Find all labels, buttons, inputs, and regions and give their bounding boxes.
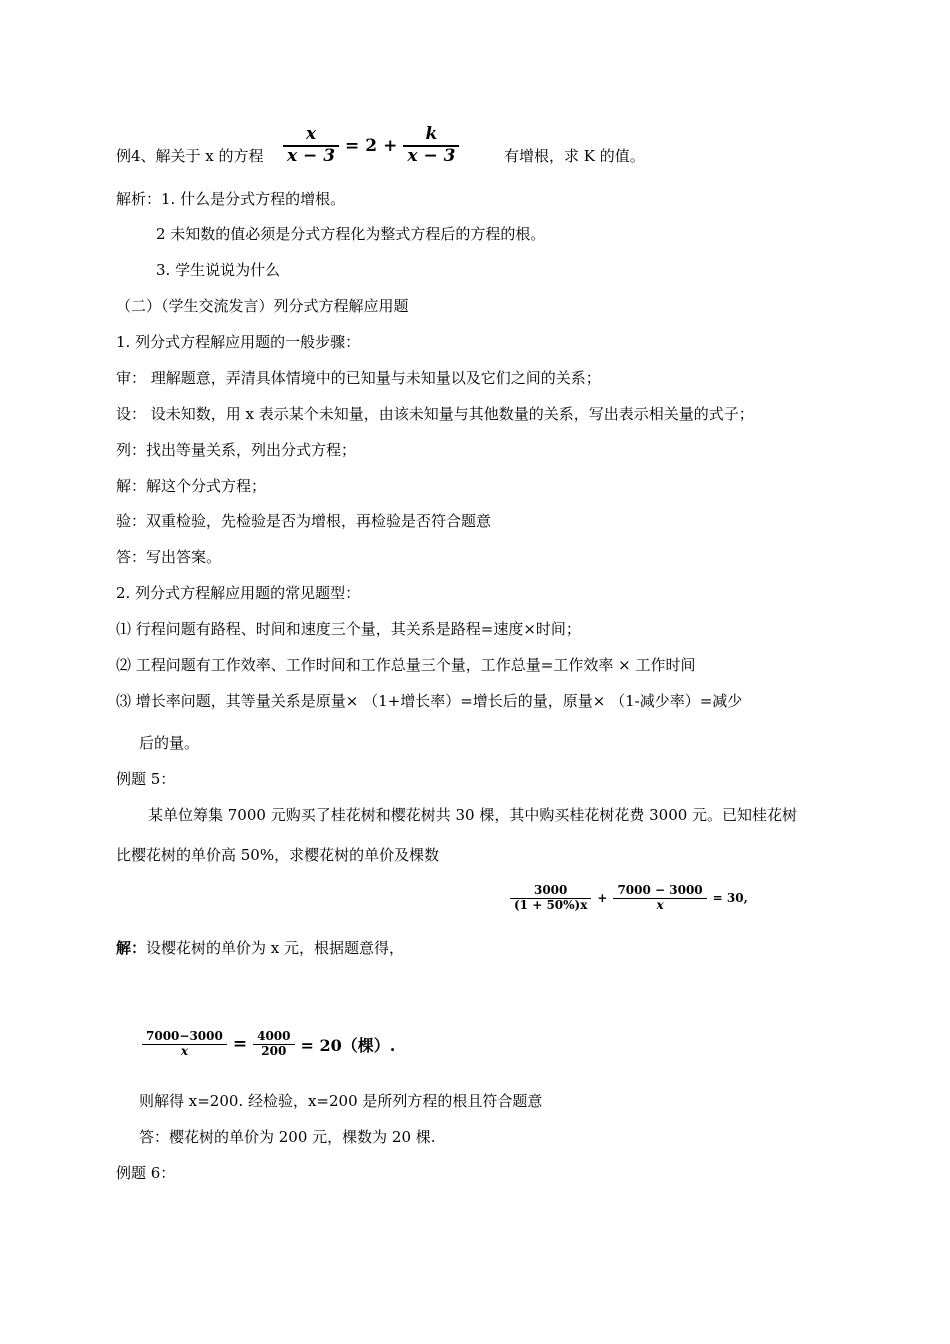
steps-title: 1. 列分式方程解应用题的一般步骤： [116, 333, 361, 351]
type-2: ⑵ 工程问题有工作效率、工作时间和工作总量三个量，工作总量=工作效率 × 工作时间 [116, 656, 696, 674]
plus-sign: + [383, 135, 398, 156]
constant: 2 [365, 135, 378, 156]
analysis-line-1: 解析：1. 什么是分式方程的增根。 [116, 190, 346, 208]
step-she: 设： 设未知数，用 x 表示某个未知量，由该未知量与其他数量的关系，写出表示相关量的式子； [116, 405, 754, 423]
denominator: x [180, 1043, 188, 1058]
fraction [613, 884, 706, 913]
fraction [253, 1030, 294, 1059]
analysis-line-3: 3. 学生说说为什么 [156, 261, 281, 279]
equals-sign: = [345, 135, 360, 156]
step-jie: 解：解这个分式方程； [116, 477, 267, 495]
numerator: 7000 − 3000 [617, 883, 703, 897]
solution-line [116, 938, 404, 958]
equals-sign: = [232, 1034, 248, 1055]
step-yan: 验：双重检验，先检验是否为增根，再检验是否符合题意 [116, 512, 492, 530]
type-3-continued: 后的量。 [139, 734, 200, 752]
fraction [403, 125, 459, 166]
fraction [510, 884, 591, 913]
numerator: 4000 [257, 1029, 291, 1043]
analysis-line-2: 2 未知数的值必须是分式方程化为整式方程后的方程的根。 [156, 225, 546, 243]
type-1: ⑴ 行程问题有路程、时间和速度三个量，其关系是路程=速度×时间； [116, 620, 581, 638]
denominator: (1 + 50%)x [514, 897, 588, 912]
example4-equation [283, 125, 459, 166]
solution-label: 解： [116, 939, 147, 957]
fraction [283, 125, 339, 166]
equation-rhs: = 30, [712, 891, 748, 906]
step-da: 答：写出答案。 [116, 548, 222, 566]
numerator: 7000−3000 [146, 1029, 223, 1043]
step-lie: 列：找出等量关系，列出分式方程； [116, 441, 357, 459]
example6-title: 例题 6： [116, 1164, 176, 1182]
denominator: 200 [261, 1043, 287, 1058]
numerator: x [305, 124, 317, 144]
answer-line: 答：樱花树的单价为 200 元，棵数为 20 棵. [139, 1128, 436, 1146]
example5-title: 例题 5： [116, 770, 176, 788]
numerator: k [425, 124, 438, 144]
example5-equation-1 [510, 884, 754, 913]
types-title: 2. 列分式方程解应用题的常见题型： [116, 584, 361, 602]
plus-sign: + [597, 891, 608, 906]
example5-paragraph-2: 比樱花树的单价高 50%，求樱花树的单价及棵数 [116, 846, 440, 864]
step-shen: 审： 理解题意，弄清具体情境中的已知量与未知量以及它们之间的关系； [116, 369, 601, 387]
equation-rhs: = 20（棵）. [300, 1035, 396, 1055]
numerator: 3000 [533, 883, 568, 897]
denominator: x [656, 897, 664, 912]
denominator: x − 3 [407, 145, 456, 166]
example5-paragraph-1: 某单位筹集 7000 元购买了桂花树和樱花树共 30 棵，其中购买桂花树花费 3000 元。已知桂花树 [148, 806, 798, 824]
example5-equation-2 [142, 1030, 401, 1059]
section-heading: （二）（学生交流发言）列分式方程解应用题 [116, 297, 409, 315]
example4-prefix: 例4、解关于 x 的方程 [116, 147, 264, 165]
result-line: 则解得 x=200. 经检验，x=200 是所列方程的根且符合题意 [139, 1092, 543, 1110]
denominator: x − 3 [287, 145, 336, 166]
type-3: ⑶ 增长率问题，其等量关系是原量× （1+增长率）=增长后的量，原量× （1-减少率）=减少 [116, 692, 743, 710]
fraction [142, 1030, 227, 1059]
solution-text: 设樱花树的单价为 x 元，根据题意得， [146, 939, 405, 957]
example4-suffix: 有增根，求 K 的值。 [504, 147, 645, 165]
